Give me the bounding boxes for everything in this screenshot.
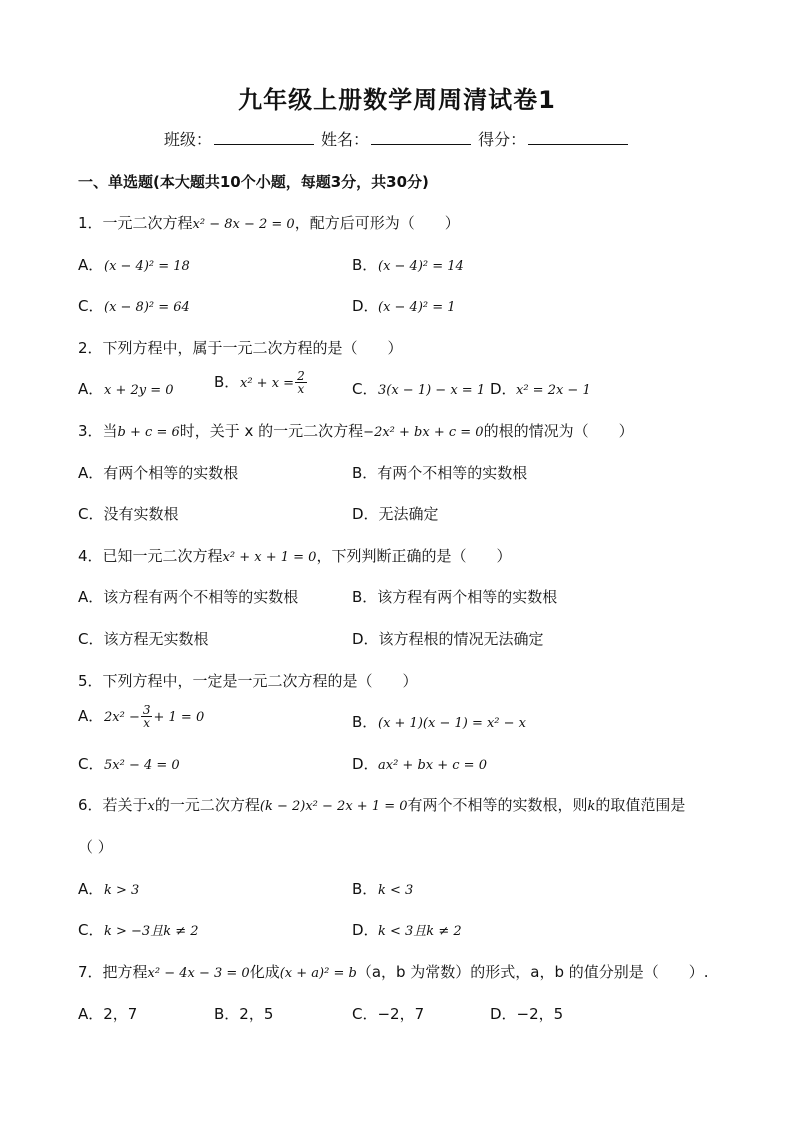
q5-option-d xyxy=(352,753,487,774)
option-label: D． xyxy=(352,921,379,939)
q3-option-b: B．有两个不相等的实数根 xyxy=(352,464,528,482)
q3-option-c: C．没有实数根 xyxy=(78,505,179,523)
q3-condition: b + c = 6 xyxy=(117,425,180,440)
student-info-line xyxy=(0,127,794,150)
q6-text-mid: 的一元二次方程 xyxy=(154,796,260,814)
option-label: B． xyxy=(352,256,378,274)
q2-d-value: x² = 2x − 1 xyxy=(516,383,591,398)
q6-equation: (k − 2)x² − 2x + 1 = 0 xyxy=(259,799,408,814)
q4-option-b: B．该方程有两个相等的实数根 xyxy=(352,588,558,606)
q7-text: 7．把方程 xyxy=(78,963,148,981)
q1-text: 1．一元二次方程 xyxy=(78,214,193,232)
q1-c-value: (x − 8)² = 64 xyxy=(104,300,190,315)
option-label: C． xyxy=(78,755,104,773)
q2-b-fraction xyxy=(295,370,307,395)
option-label: D． xyxy=(352,297,379,315)
q2-option-a xyxy=(78,378,174,399)
score-blank xyxy=(528,130,628,145)
q2-b-value: x² + x = xyxy=(240,376,295,391)
q5-c-value: 5x² − 4 = 0 xyxy=(104,758,180,773)
q4-text: 4．已知一元二次方程 xyxy=(78,547,223,565)
option-label: A． xyxy=(78,707,104,725)
q3-option-d: D．无法确定 xyxy=(352,505,439,523)
q5-b-value: (x + 1)(x − 1) = x² − x xyxy=(378,716,526,731)
q7-option-c: C．−2，7 xyxy=(352,1005,425,1023)
q2-option-b xyxy=(214,370,308,395)
q5-option-b xyxy=(352,711,526,732)
option-label: B． xyxy=(352,713,378,731)
q3-text-mid: 时，关于 x 的一元二次方程 xyxy=(179,422,364,440)
q6-answer-paren: （ ） xyxy=(78,838,113,856)
q3-equation: −2x² + bx + c = 0 xyxy=(363,425,484,440)
q7-text-end: （a，b 为常数）的形式，a，b 的值分别是（ ）. xyxy=(356,963,709,981)
q6-variable-k: k xyxy=(587,799,596,814)
question-7 xyxy=(78,961,709,982)
q6-b-value: k < 3 xyxy=(378,883,414,898)
q6-text-end: 的取值范围是 xyxy=(595,796,686,814)
q7-option-b: B．2，5 xyxy=(214,1005,274,1023)
q7-equation: x² − 4x − 3 = 0 xyxy=(147,966,250,981)
q4-text-end: ，下列判断正确的是（ ） xyxy=(316,547,512,565)
option-label: B． xyxy=(352,880,378,898)
q5-a-fraction xyxy=(141,704,153,729)
name-label: 姓名： xyxy=(320,130,369,149)
q6-variable: x xyxy=(147,799,155,814)
fraction-numerator: 3 xyxy=(142,703,151,717)
question-6 xyxy=(78,794,685,815)
q6-c-value: k > −3且k ≠ 2 xyxy=(104,924,199,939)
q7-option-d: D．−2，5 xyxy=(490,1005,564,1023)
q6-option-a xyxy=(78,878,139,899)
q6-option-b xyxy=(352,878,413,899)
q6-d-value: k < 3且k ≠ 2 xyxy=(378,924,462,939)
option-label: A． xyxy=(78,880,104,898)
q3-option-a: A．有两个相等的实数根 xyxy=(78,464,239,482)
q2-a-value: x + 2y = 0 xyxy=(104,383,174,398)
section-heading: 一、单选题(本大题共10个小题，每题3分，共30分) xyxy=(78,173,429,191)
q1-a-value: (x − 4)² = 18 xyxy=(104,259,190,274)
q3-text: 3．当 xyxy=(78,422,118,440)
q6-a-value: k > 3 xyxy=(104,883,140,898)
q7-option-a: A．2，7 xyxy=(78,1005,138,1023)
option-label: C． xyxy=(352,380,378,398)
q1-text-end: ，配方后可形为（ ） xyxy=(294,214,460,232)
option-label: C． xyxy=(78,921,104,939)
q2-option-c xyxy=(352,378,485,399)
q7-target-form: (x + a)² = b xyxy=(279,966,357,981)
option-label: D． xyxy=(490,380,517,398)
q6-text: 6．若关于 xyxy=(78,796,148,814)
q4-option-c: C．该方程无实数根 xyxy=(78,630,209,648)
q5-a-value: 2x² − xyxy=(104,710,140,725)
option-label: D． xyxy=(352,755,379,773)
option-label: C． xyxy=(78,297,104,315)
fraction-numerator: 2 xyxy=(297,369,305,383)
score-label: 得分： xyxy=(478,130,527,149)
class-label: 班级： xyxy=(163,130,212,149)
q7-text-mid: 化成 xyxy=(249,963,280,981)
q5-option-c xyxy=(78,753,180,774)
question-2: 2．下列方程中，属于一元二次方程的是（ ） xyxy=(78,339,403,357)
class-blank xyxy=(214,130,314,145)
option-label: A． xyxy=(78,380,104,398)
q2-option-d xyxy=(490,378,591,399)
q1-b-value: (x − 4)² = 14 xyxy=(378,259,464,274)
option-label: B． xyxy=(214,373,240,391)
q1-option-b xyxy=(352,254,464,275)
page-title: 九年级上册数学周周清试卷1 xyxy=(238,86,556,114)
q6-option-c xyxy=(78,919,199,940)
q5-d-value: ax² + bx + c = 0 xyxy=(378,758,487,773)
question-5: 5．下列方程中，一定是一元二次方程的是（ ） xyxy=(78,672,418,690)
q6-option-d xyxy=(352,919,462,940)
q4-option-a: A．该方程有两个不相等的实数根 xyxy=(78,588,299,606)
q6-text-mid2: 有两个不相等的实数根，则 xyxy=(407,796,588,814)
option-label: A． xyxy=(78,256,104,274)
q1-equation: x² − 8x − 2 = 0 xyxy=(192,217,295,232)
q2-c-value: 3(x − 1) − x = 1 xyxy=(378,383,486,398)
question-1 xyxy=(78,212,460,233)
q1-option-c xyxy=(78,295,190,316)
q3-text-end: 的根的情况为（ ） xyxy=(483,422,634,440)
q4-equation: x² + x + 1 = 0 xyxy=(222,550,317,565)
q5-option-a xyxy=(78,704,204,729)
fraction-denominator: x xyxy=(143,716,151,730)
q5-a-value-end: + 1 = 0 xyxy=(153,710,205,725)
q1-option-d xyxy=(352,295,456,316)
q4-option-d: D．该方程根的情况无法确定 xyxy=(352,630,544,648)
q1-d-value: (x − 4)² = 1 xyxy=(378,300,456,315)
name-blank xyxy=(371,130,471,145)
question-3 xyxy=(78,420,634,441)
q1-option-a xyxy=(78,254,190,275)
fraction-denominator: x xyxy=(297,382,305,396)
question-4 xyxy=(78,545,511,566)
